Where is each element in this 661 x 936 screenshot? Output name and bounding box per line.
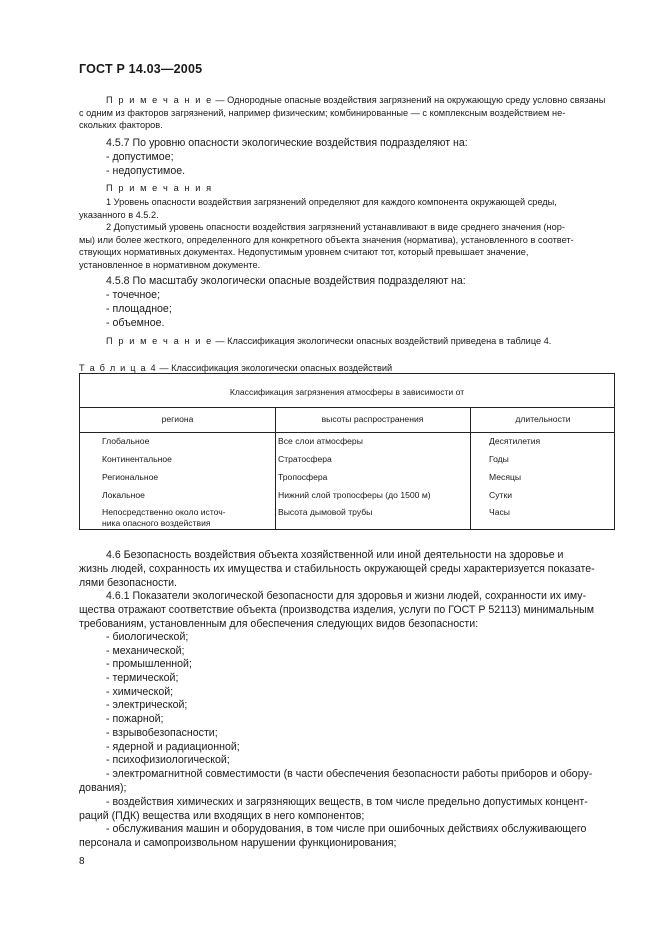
list-item: - объемное. — [106, 317, 165, 329]
table-cell: Сутки — [489, 490, 512, 500]
list-item-electromagnetic: - электромагнитной совместимости (в части обеспечения безопасности работы приборов и обору- дования); — [79, 768, 593, 794]
note-3: П р и м е ч а н и е — Классификация экологически опасных воздействий приведена в таблице 4. — [106, 336, 552, 346]
note-text: с одним из факторов загрязнений, например физическим; комбинированные — с комплексным воздействием не- — [79, 107, 566, 118]
table-4 — [79, 373, 615, 530]
table-cell: Локальное — [102, 490, 145, 500]
table-caption: Т а б л и ц а 4 — Классификация экологически опасных воздействий — [79, 363, 393, 373]
note-text: установленное в нормативном документе. — [79, 259, 261, 270]
table-cell: Месяцы — [489, 472, 522, 482]
document-header: ГОСТ Р 14.03—2005 — [79, 62, 203, 76]
table-cell: Стратосфера — [278, 454, 332, 464]
note-text: скольких факторов. — [79, 120, 163, 131]
list-item: - механической; — [106, 644, 185, 657]
table-cell: Тропосфера — [278, 472, 328, 482]
table-cell: Нижний слой тропосферы (до 1500 м) — [278, 490, 431, 500]
list-item: - допустимое; — [106, 151, 174, 163]
note-text: указанного в 4.5.2. — [79, 209, 159, 220]
note-text: ствующих нормативных документах. Недопустимым уровнем считают тот, который превышает значение, — [79, 247, 529, 258]
list-item: - недопустимое. — [106, 165, 186, 177]
list-item-service: - обслуживания машин и оборудования, в том числе при ошибочных действиях обслуживающего персонала и самопроизвольном нарушении функционирования; — [79, 823, 587, 849]
section-4-5-8-heading: 4.5.8 По масштабу экологически опасные воздействия подразделяют на: — [106, 275, 466, 287]
notes-label: П р и м е ч а н и я — [106, 183, 213, 193]
table-cell: Годы — [489, 454, 509, 464]
list-item: - пожарной; — [106, 713, 164, 726]
table-cell: Все слои атмосферы — [278, 436, 363, 446]
table-cell: Высота дымовой трубы — [278, 507, 373, 517]
table-cell: Непосредственно около источ- ника опасного воздействия — [102, 507, 226, 528]
list-item: - биологической; — [106, 631, 189, 643]
notes-2-body — [79, 196, 616, 272]
safety-list — [106, 630, 240, 767]
note-text: 1 Уровень опасности воздействия загрязнений определяют для каждого компонента окружающей среды, — [106, 197, 557, 207]
section-4-5-7-heading: 4.5.7 По уровню опасности экологические воздействия подразделяют на: — [106, 137, 468, 149]
table-cell: Глобальное — [102, 436, 150, 446]
section-4-6-1: 4.6.1 Показатели экологической безопасности для здоровья и жизни людей, сохранности их иму- щества отражают соответствие объекта (производства изделия, услуги по ГОСТ Р 52113) минимальным требованиям, установленным для обеспечения следующих видов безопасности: — [79, 590, 595, 630]
note-text: — Однородные опасные воздействия загрязнений на окружающую среду условно связаны — [212, 95, 606, 105]
column-header: высоты распространения — [321, 414, 424, 424]
list-item-chemical: - воздействия химических и загрязняющих веществ, в том числе предельно допустимых концент- раций (ПДК) вещества или входящих в него компонентов; — [79, 796, 588, 822]
note-text: 2 Допустимый уровень опасности воздействия загрязнений устанавливают в виде среднего значения (нор- — [106, 222, 565, 233]
list-item: - промышленной; — [106, 658, 192, 671]
table-group-header: Классификация загрязнения атмосферы в зависимости от — [229, 387, 465, 397]
page-number: 8 — [79, 856, 85, 867]
table-cell: Континентальное — [102, 454, 172, 464]
note-1 — [79, 94, 616, 132]
list-item: - ядерной и радиационной; — [106, 740, 240, 753]
table-cell: Региональное — [102, 472, 159, 482]
column-header: региона — [161, 414, 194, 424]
section-4-6: 4.6 Безопасность воздействия объекта хозяйственной или иной деятельности на здоровье и жизнь людей, сохранность их имущества и стабильность окружающей среды характеризуется показате- лями безопасности. — [79, 549, 595, 589]
list-item: - электрической; — [106, 699, 188, 712]
list-item: - психофизиологической; — [106, 754, 230, 767]
column-header: длительности — [515, 414, 571, 424]
table-cell: Часы — [489, 507, 510, 517]
table-cell: Десятилетия — [489, 436, 541, 446]
list-item: - взрывобезопасности; — [106, 726, 218, 739]
list-item: - термической; — [106, 672, 179, 685]
note-label: П р и м е ч а н и е — [106, 95, 213, 105]
list-item: - площадное; — [106, 303, 172, 315]
list-item: - точечное; — [106, 289, 161, 301]
list-item: - химической; — [106, 685, 174, 698]
note-text: мы) или более жесткого, определенного для конкретного объекта значения (норматива), установленного в соответ- — [79, 234, 574, 245]
